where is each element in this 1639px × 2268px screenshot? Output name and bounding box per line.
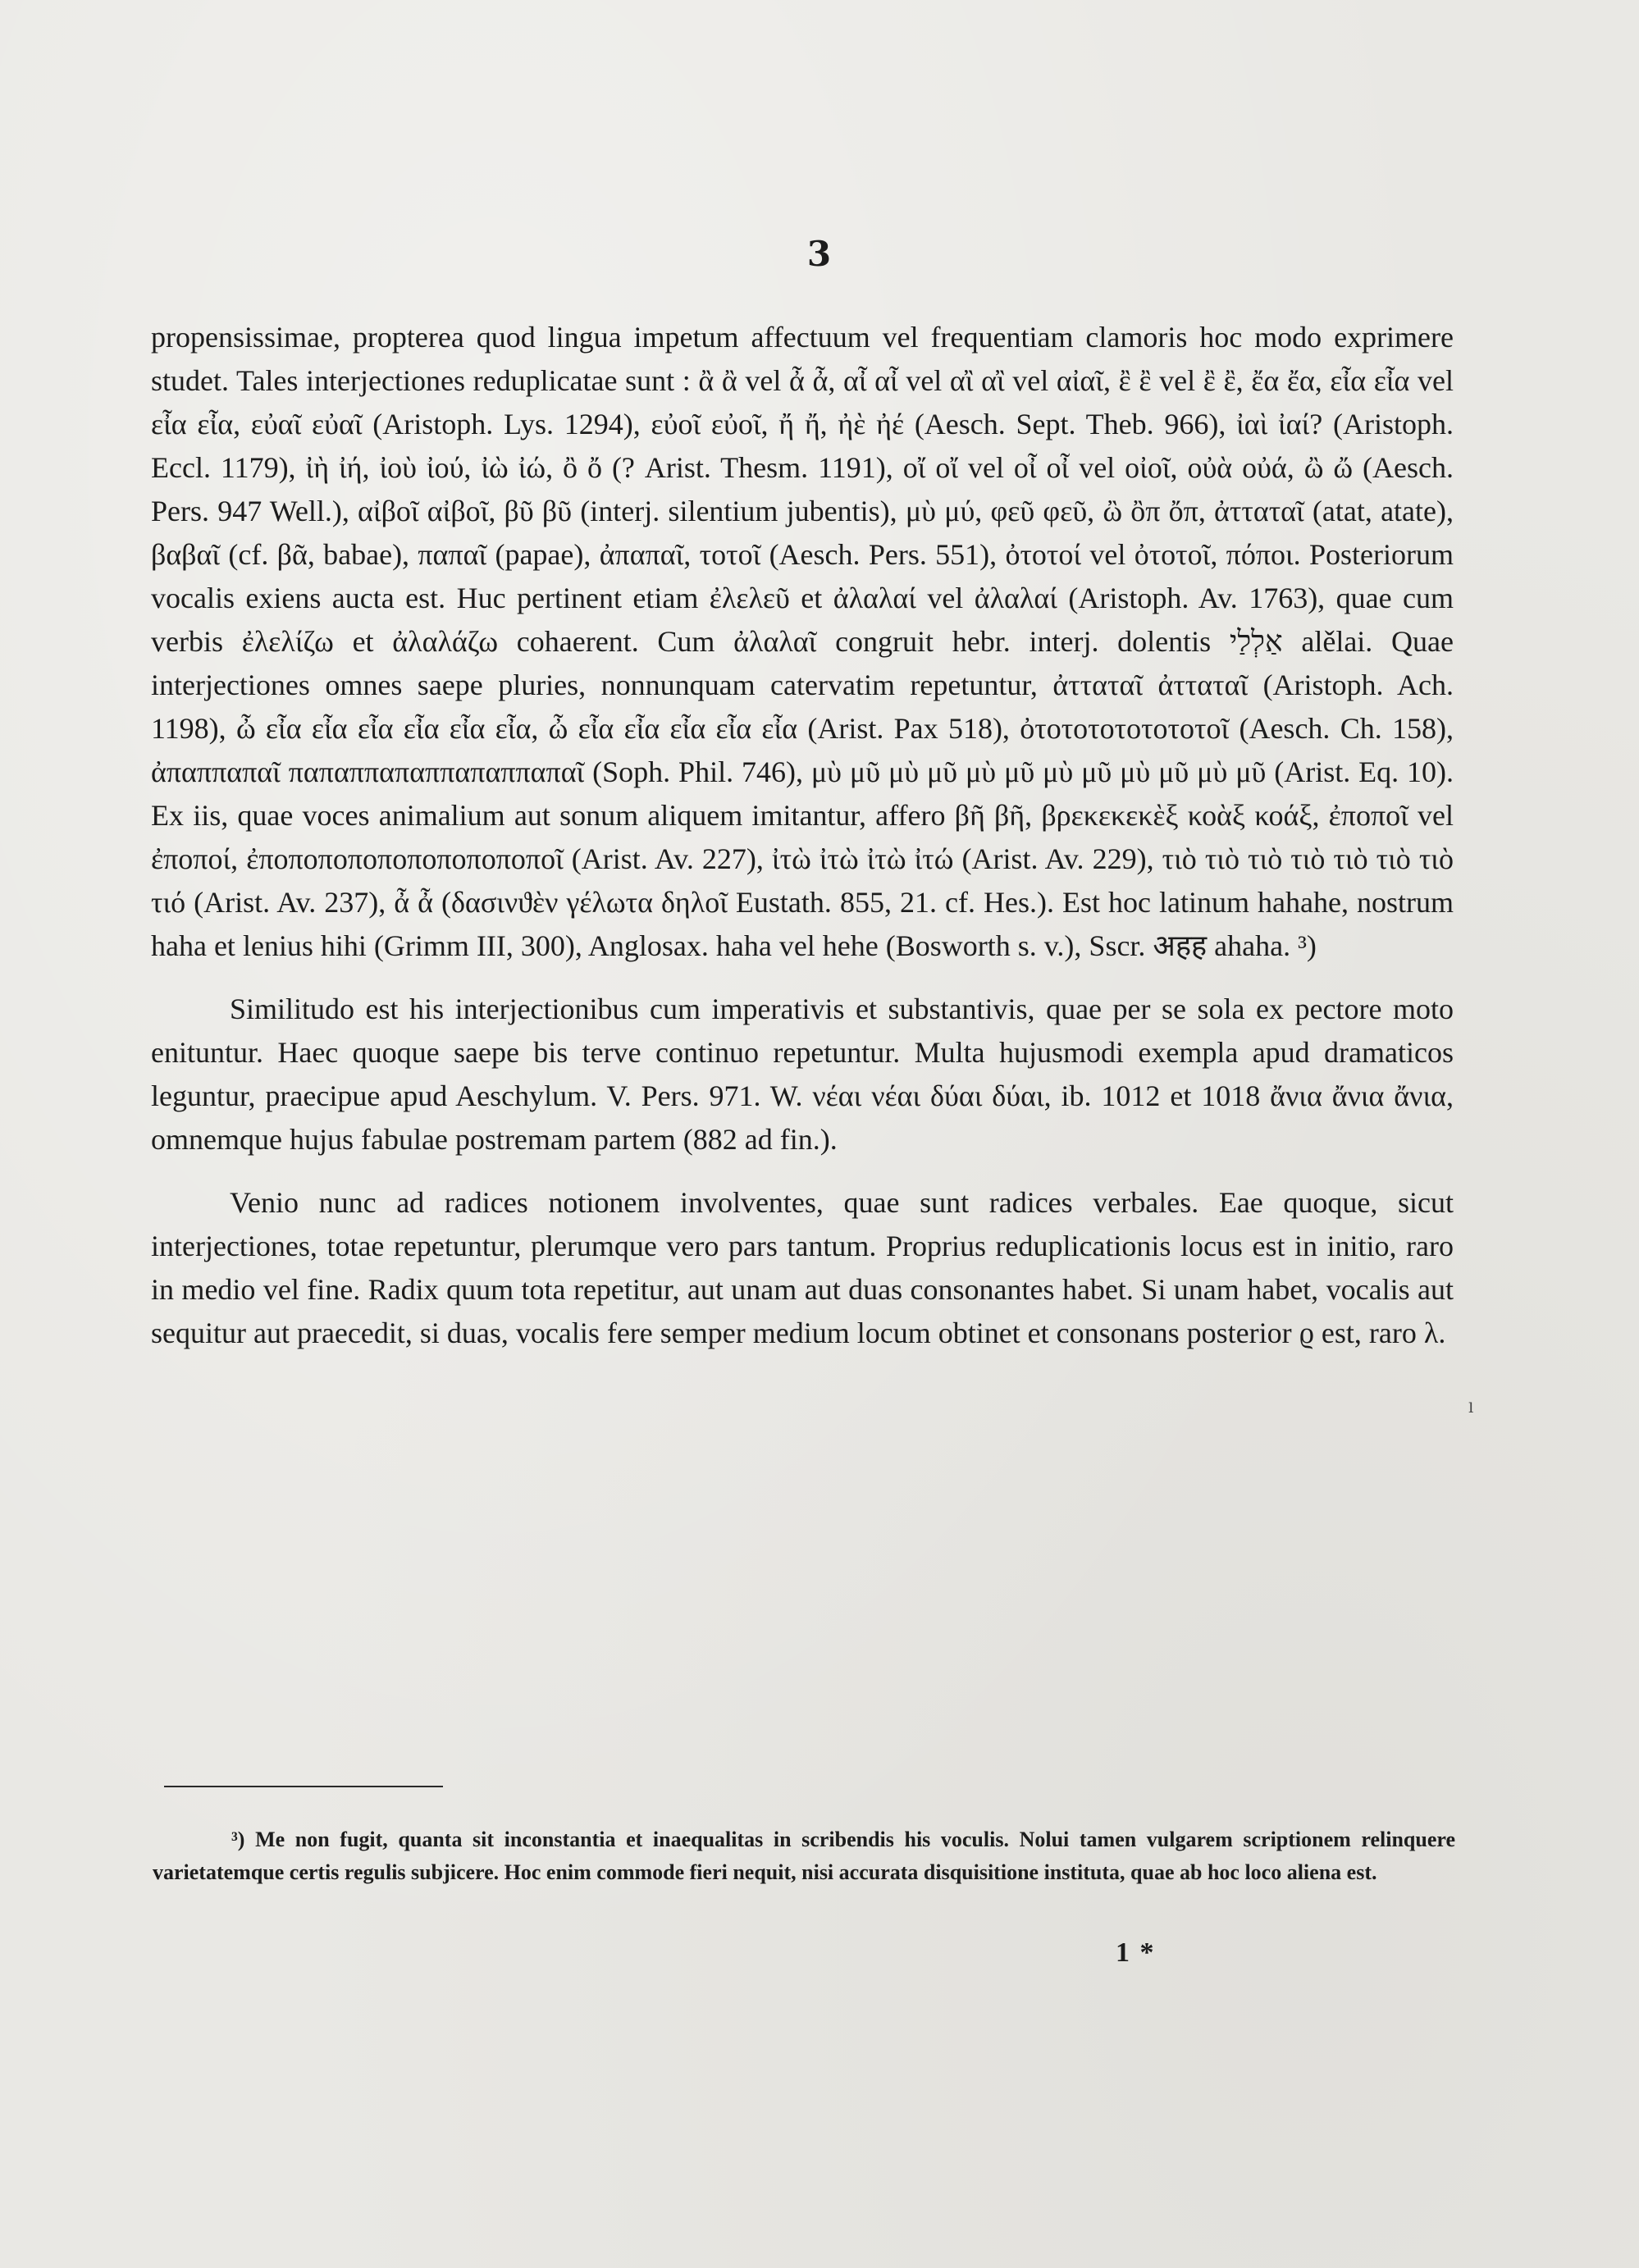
footnote-divider [164, 1786, 443, 1787]
paragraph-interjections: propensissimae, propterea quod lingua impetum affectuum vel frequentiam clamoris hoc modo exprimere studet. Tales interjectiones reduplicatae sunt : ἂ ἂ vel ἆ ἆ, αἶ αἶ vel αἲ αἲ vel αἰαῖ, ἒ ἒ vel ἒ ἒ, ἔα ἔα, εἶα εἶα vel εἶα εἶα, εὐαῖ εὐαῖ (Aristoph. Lys. 1294), εὐοῖ εὐοῖ, ἤ ἤ, ἠὲ ἠέ (Aesch. Sept. Theb. 966), ἰαὶ ἰαί? (Aristoph. Eccl. 1179), ἰὴ ἰή, ἰοὺ ἰού, ἰὼ ἰώ, ὂ ὄ (? Arist. Thesm. 1191), οἴ οἴ vel οἶ οἶ vel οἰοῖ, οὐὰ οὐά, ὢ ὤ (Aesch. Pers. 947 Well.), αἰβοῖ αἰβοῖ, βῦ βῦ (interj. silentium jubentis), μὺ μύ, φεῦ φεῦ, ὢ ὂπ ὄπ, ἀτταταῖ (atat, atate), βαβαῖ (cf. βᾶ, babae), παπαῖ (papae), ἀπαπαῖ, τοτοῖ (Aesch. Pers. 551), ὀτοτοί vel ὀτοτοῖ, πόποι. Posteriorum vocalis exiens aucta est. Huc pertinent etiam ἐλελεῦ et ἀλαλαί vel ἀλαλαί (Aristoph. Av. 1763), quae cum verbis ἐλελίζω et ἀλαλάζω cohaerent. Cum ἀλαλαῖ congruit hebr. interj. dolentis אַלְלַי alělai. Quae interjectiones omnes saepe pluries, nonnunquam catervatim repetuntur, ἀτταταῖ ἀτταταῖ (Aristoph. Ach. 1198), ὦ εἶα εἶα εἶα εἶα εἶα εἶα, ὦ εἶα εἶα εἶα εἶα εἶα (Arist. Pax 518), ὀτοτοτοτοτοτοτοῖ (Aesch. Ch. 158), ἀπαππαπαῖ παπαππαπαππαπαππαπαῖ (Soph. Phil. 746), μὺ μῦ μὺ μῦ μὺ μῦ μὺ μῦ μὺ μῦ μὺ μῦ (Arist. Eq. 10). Ex iis, quae voces animalium aut sonum aliquem imitantur, affero βῆ βῆ, βρεκεκεκὲξ κοὰξ κοάξ, ἐποποῖ vel ἐποποί, ἐποποποποποποποποποποῖ (Arist. Av. 227), ἰτὼ ἰτὼ ἰτὼ ἰτώ (Arist. Av. 229), τιὸ τιὸ τιὸ τιὸ τιὸ τιὸ τιὸ τιό (Arist. Av. 237), ἆ ἆ (δασινϑὲν γέλωτα δηλοῖ Eustath. 855, 21. cf. Hes.). Est hoc latinum hahahe, nostrum haha et lenius hihi (Grimm III, 300), Anglosax. haha vel hehe (Bosworth s. v.), Sscr. अहह ahaha. ³) [151, 321, 1454, 962]
margin-speck: ˡ [1468, 1399, 1475, 1427]
footnote: ³) Me non fugit, quanta sit inconstantia et inaequalitas in scribendis his voculis. Nolui tamen vulgarem scriptionem relinquere varietatemque certis regulis subjicere. Hoc enim commode fieri nequit, nisi accurata disquisitione instituta, quae ab hoc loco aliena est. [153, 1828, 1455, 1884]
body-text [151, 316, 1454, 1355]
page-number: 3 [806, 234, 833, 274]
signature-mark: 1 * [1116, 1937, 1156, 1968]
paragraph-imperatives: Similitudo est his interjectionibus cum imperativis et substantivis, quae per se sola ex pectore moto enituntur. Haec quoque saepe bis terve continuo repetuntur. Multa hujusmodi exempla apud dramaticos leguntur, praecipue apud Aeschylum. V. Pers. 971. W. νέαι νέαι δύαι δύαι, ib. 1012 et 1018 ἄνια ἄνια ἄνια, omnemque hujus fabulae postremam partem (882 ad fin.). [151, 993, 1454, 1156]
paragraph-radices: Venio nunc ad radices notionem involventes, quae sunt radices verbales. Eae quoque, sicut interjectiones, totae repetuntur, plerumque vero pars tantum. Proprius reduplicationis locus est in initio, raro in medio vel fine. Radix quum tota repetitur, aut unam aut duas consonantes habet. Si unam habet, vocalis aut sequitur aut praecedit, si duas, vocalis fere semper medium locum obtinet et consonans posterior ϱ est, raro λ. [151, 1186, 1454, 1349]
